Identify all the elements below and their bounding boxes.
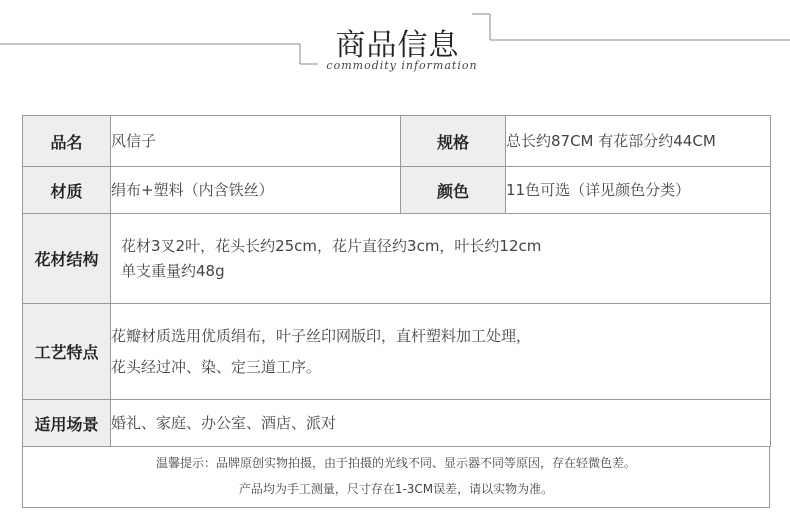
table-row <box>23 214 771 304</box>
craft-line-1: 花瓣材质选用优质绢布，叶子丝印网版印，直杆塑料加工处理， <box>111 326 532 345</box>
table-row <box>23 116 771 167</box>
structure-label: 花材结构 <box>23 214 111 304</box>
table-row <box>23 167 771 214</box>
structure-value <box>111 214 771 304</box>
scenes-label: 适用场景 <box>23 400 111 447</box>
notice-box <box>22 446 770 508</box>
name-label: 品名 <box>23 116 111 167</box>
notice-line-1: 温馨提示：品牌原创实物拍摄，由于拍摄的光线不同、显示器不同等原因，存在轻微色差。 <box>155 456 636 470</box>
scenes-value: 婚礼、家庭、办公室、酒店、派对 <box>111 400 771 447</box>
craft-line-2: 花头经过冲、染、定三道工序。 <box>111 357 322 376</box>
page-title: 商品信息 <box>335 28 460 63</box>
craft-value <box>111 304 771 400</box>
color-label: 颜色 <box>401 167 506 214</box>
product-info-table <box>22 115 771 447</box>
material-label: 材质 <box>23 167 111 214</box>
table-row <box>23 400 771 447</box>
material-value: 绢布+塑料（内含铁丝） <box>111 167 401 214</box>
structure-line-2: 单支重量约48g <box>121 261 225 280</box>
name-value: 风信子 <box>111 116 401 167</box>
page-subtitle: commodity information <box>326 59 478 72</box>
craft-label: 工艺特点 <box>23 304 111 400</box>
structure-line-1: 花材3叉2叶，花头长约25cm，花片直径约3cm，叶长约12cm <box>121 236 542 255</box>
spec-label: 规格 <box>401 116 506 167</box>
color-value: 11色可选（详见颜色分类） <box>506 167 771 214</box>
spec-value: 总长约87CM 有花部分约44CM <box>506 116 771 167</box>
table-row <box>23 304 771 400</box>
section-header <box>0 0 790 100</box>
notice-line-2: 产品均为手工测量，尺寸存在1-3CM误差，请以实物为准。 <box>238 482 554 496</box>
